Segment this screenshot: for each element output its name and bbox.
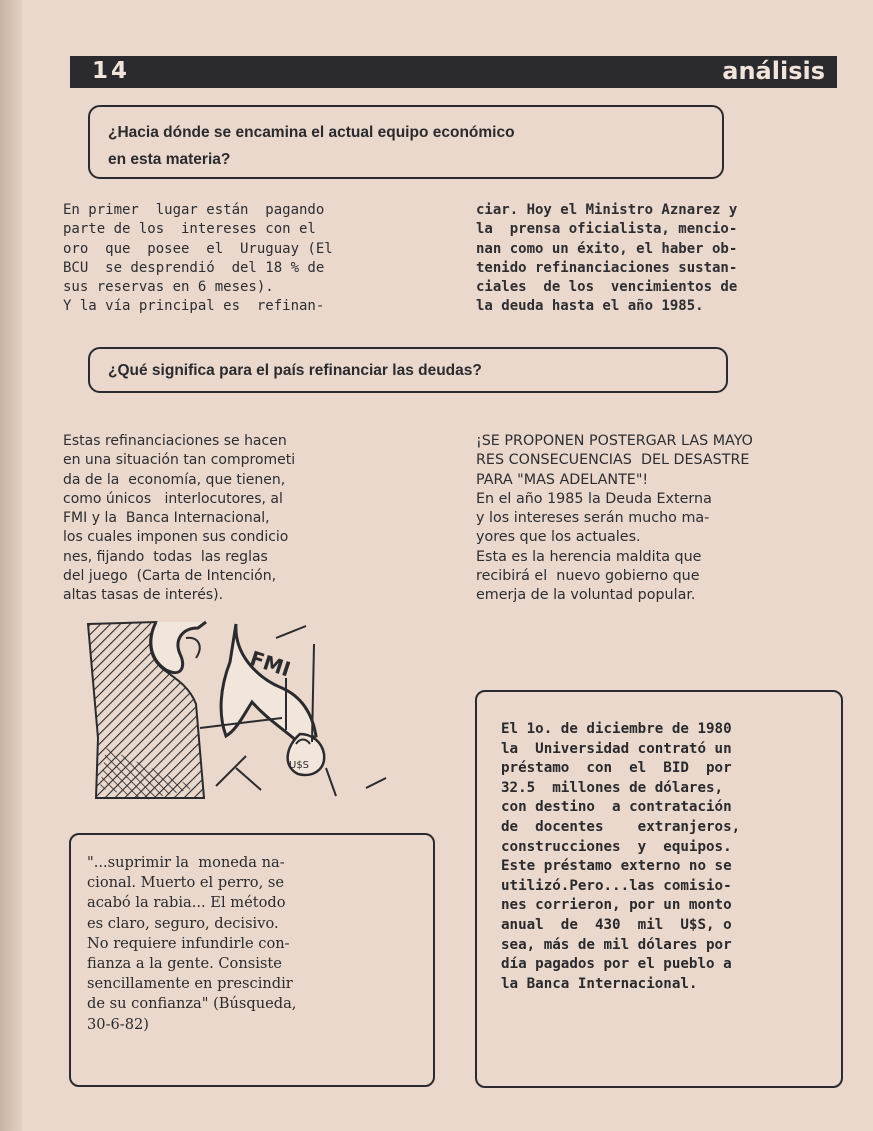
- quote-text: "...suprimir la moneda na- cional. Muerto el perro, se acabó la rabia... El método es claro, seguro, decisivo. No requiere infundirle con- fianza a la gente. Consiste sencillamente en prescindir de su confianza" (Búsqueda, 30-6-82): [87, 854, 297, 1033]
- cartoon-usd-label: U$S: [289, 760, 310, 771]
- cartoon-fmi-label: FMI: [247, 645, 294, 682]
- header-bar: [70, 56, 837, 88]
- answer-1-right-column: ciar. Hoy el Ministro Aznarez y la prensa oficialista, mencio- nan como un éxito, el haber ob- tenido refinanciaciones sustan- ciales de los vencimientos de la deuda hasta el año 1985.: [476, 202, 738, 315]
- page-edge: [0, 0, 22, 1131]
- question-box-1: [88, 105, 724, 179]
- university-loan-text: El 1o. de diciembre de 1980 la Universidad contrató un préstamo con el BID por 32.5 millones de dólares, con destino a contratación de docentes extranjeros, construcciones y equipos. Este préstamo externo no se utilizó.Pero...las comisio- nes corrieron, por un monto anual de 430 mil U$S, o sea, más de mil dólares por día pagados por el pueblo a la Banca Internacional.: [501, 721, 741, 992]
- answer-2-left-column: Estas refinanciaciones se hacen en una situación tan comprometi da de la economía, que tienen, como únicos interlocutores, al FMI y la Banca Internacional, los cuales imponen sus condicio nes, fijando todas las reglas del juego (Carta de Intención, altas tasas de interés).: [63, 433, 296, 604]
- quote-box: [69, 833, 435, 1087]
- page-number: 14: [92, 58, 131, 84]
- answer-2-right-column: ¡SE PROPONEN POSTERGAR LAS MAYO RES CONSECUENCIAS DEL DESASTRE PARA "MAS ADELANTE"! En el año 1985 la Deuda Externa y los intereses serán mucho ma- yores que los actuales. Esta es la herencia maldita que recibirá el nuevo gobierno que emerja de la voluntad popular.: [476, 433, 753, 604]
- question-1-text: ¿Hacia dónde se encamina el actual equipo económico en esta materia?: [108, 124, 515, 168]
- question-box-2: [88, 347, 728, 393]
- cartoon-hatched-background: [88, 622, 204, 800]
- question-2-text: ¿Qué significa para el país refinanciar las deudas?: [108, 362, 482, 379]
- cartoon-hand: [151, 622, 206, 673]
- answer-1-left-column: En primer lugar están pagando parte de los intereses con el oro que posee el Uruguay (El BCU se desprendió del 18 % de sus reservas en 6 meses). Y la vía principal es refinan-: [63, 202, 333, 315]
- university-loan-box: [475, 690, 843, 1088]
- section-title: análisis: [722, 57, 825, 85]
- fmi-cartoon-illustration: [86, 618, 412, 808]
- cartoon-money-bag: [288, 734, 325, 775]
